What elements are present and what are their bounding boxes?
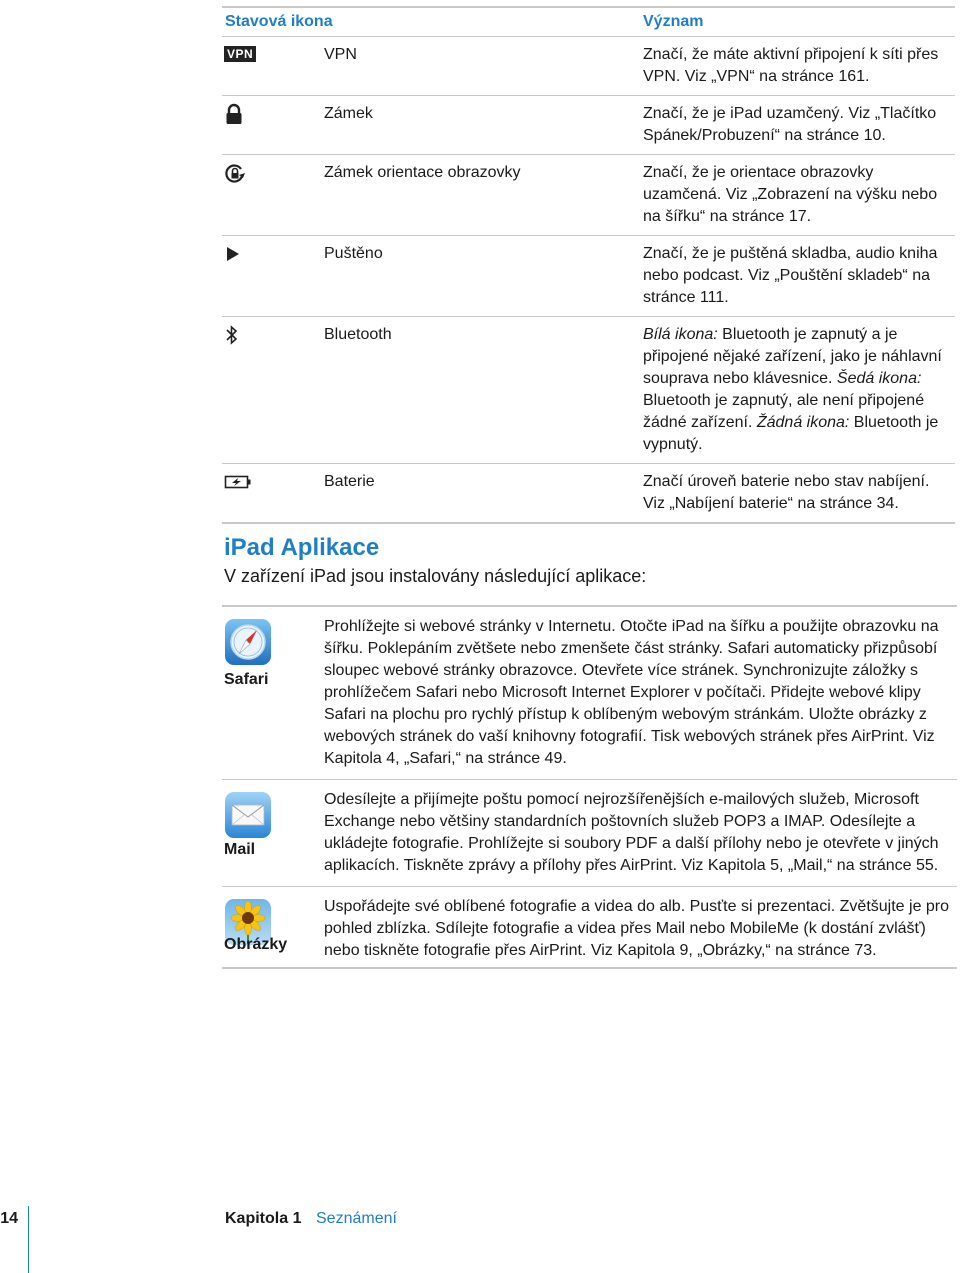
orientation-lock-icon [224, 162, 260, 184]
play-icon [224, 243, 260, 265]
status-row-orientation-lock [222, 155, 955, 236]
vpn-badge: VPN [224, 46, 256, 62]
no-icon-text: Bluetooth je vypnutý. [643, 414, 939, 453]
status-row-battery [222, 464, 955, 524]
status-row-play [222, 236, 955, 317]
battery-icon [224, 471, 260, 493]
app-desc-photos: Uspořádejte své oblíbené fotografie a videa do alb. Pusťte si prezentaci. Zvětšujte je pro pohled zblízka. Sdílejte fotografie a videa přes Mail nebo MobileMe (k dostání zvlášť) nebo tiskněte fotografie přes AirPrint. Viz Kapitola 9, „Obrázky,“ na stránce 73. [324, 898, 950, 959]
apps-table [222, 605, 957, 969]
app-row-safari [222, 607, 957, 780]
gray-icon-text: Bluetooth je zapnutý, ale není připojené žádné zařízení. [643, 392, 925, 431]
app-row-mail [222, 780, 957, 887]
status-name: Baterie [324, 473, 375, 490]
app-name-mail: Mail [224, 841, 256, 858]
status-desc: Značí, že je orientace obrazovky uzamčená. Viz „Zobrazení na výšku nebo na šířku“ na stránce 17. [643, 164, 938, 225]
status-name: Zámek [324, 105, 373, 122]
vpn-icon [224, 44, 260, 66]
app-name-photos: Obrázky [224, 936, 288, 953]
chapter-label: Kapitola 1 [225, 1210, 302, 1227]
gray-icon-label: Šedá ikona: [836, 370, 922, 387]
mail-icon [224, 791, 272, 839]
status-row-lock [222, 96, 955, 155]
bluetooth-icon [224, 324, 260, 346]
white-icon-label: Bílá ikona: [643, 326, 718, 343]
apps-section-title: iPad Aplikace [224, 534, 380, 561]
no-icon-label: Žádná ikona: [756, 414, 850, 431]
status-name: Zámek orientace obrazovky [324, 164, 521, 181]
status-row-vpn [222, 37, 955, 96]
page-number: 14 [0, 1210, 18, 1227]
status-desc: Značí, že je puštěná skladba, audio kniha nebo podcast. Viz „Pouštění skladeb“ na stránce 111. [643, 245, 938, 306]
app-row-photos [222, 887, 957, 969]
apps-section-subtitle: V zařízení iPad jsou instalovány následující aplikace: [224, 566, 647, 586]
status-name: Puštěno [324, 245, 383, 262]
status-desc: Značí, že je iPad uzamčený. Viz „Tlačítko Spánek/Probuzení“ na stránce 10. [643, 105, 937, 144]
status-desc: Značí úroveň baterie nebo stav nabíjení. Viz „Nabíjení baterie“ na stránce 34. [643, 473, 930, 512]
status-desc [643, 317, 955, 463]
header-status-icon: Stavová ikona [225, 13, 333, 30]
app-desc-mail: Odesílejte a přijímejte poštu pomocí nejrozšířenějších e-mailových služeb, Microsoft Exchange nebo většiny standardních poštovních služeb POP3 a IMAP. Odesílejte a ukládejte fotografie. Prohlížejte si soubory PDF a další přílohy nebo je otevřete v jiných aplikacích. Tiskněte zprávy a přílohy přes AirPrint. Viz Kapitola 5, „Mail,“ na stránce 55. [324, 791, 939, 874]
app-desc-safari: Prohlížejte si webové stránky v Internetu. Otočte iPad na šířku a použijte obrazovku na šířku. Poklepáním zvětšete nebo zmenšete část stránky. Safari automaticky přizpůsobí sloupec webové stránky obrazovce. Otevřete více stránek. Synchronizujte záložky s prohlížečem Safari nebo Microsoft Internet Explorer v počítači. Přidejte webové klipy Safari na plochu pro rychlý přístup k oblíbeným webovým stránkám. Uložte obrázky z webových stránek do vaší knihovny fotografií. Tisk webových stránek přes AirPrint. Viz Kapitola 4, „Safari,“ na stránce 49. [324, 618, 939, 767]
app-name-safari: Safari [224, 671, 269, 688]
safari-icon [224, 618, 272, 666]
status-desc: Značí, že máte aktivní připojení k síti přes VPN. Viz „VPN“ na stránce 161. [643, 46, 939, 85]
status-name: VPN [324, 46, 357, 63]
chapter-title: Seznámení [316, 1210, 397, 1227]
status-table-header [222, 6, 955, 37]
lock-icon [224, 103, 260, 125]
header-meaning: Význam [643, 13, 704, 30]
white-icon-text: Bluetooth je zapnutý a je připojené nějaké zařízení, jako je náhlavní souprava nebo klávesnice. [643, 326, 942, 387]
status-icons-table [222, 6, 955, 524]
status-name: Bluetooth [324, 326, 392, 343]
status-row-bluetooth [222, 317, 955, 464]
footer-rule [28, 1206, 29, 1273]
